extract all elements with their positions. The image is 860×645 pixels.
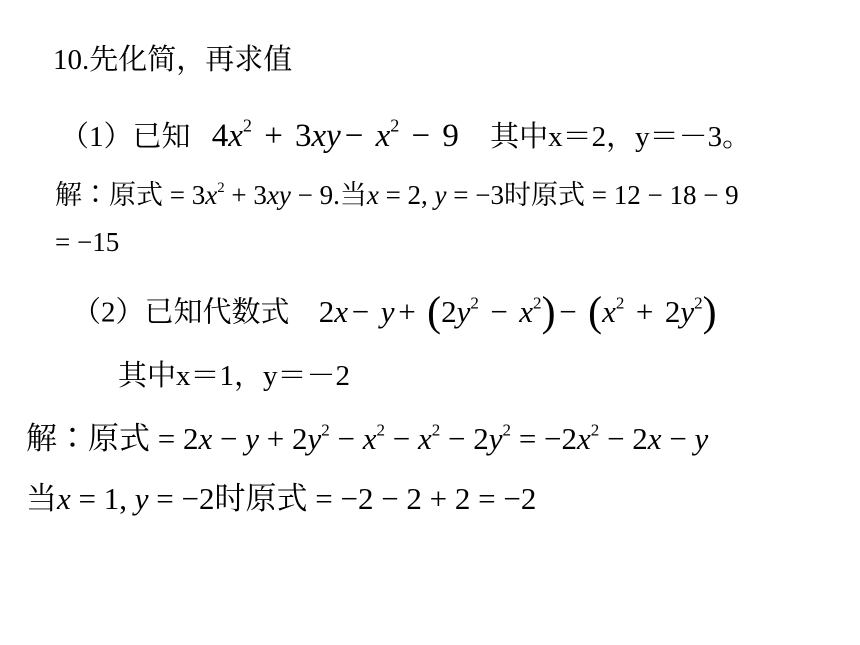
problem-title: 10.先化简，再求值 <box>53 44 293 76</box>
solution-2-expanded: = $2x - y + 2y^2 - x^2 - x^2 - 2y^2 = -2x^2 - 2x - y$ <box>157 420 709 456</box>
question-2-intro: （2）已知代数式 <box>72 296 290 329</box>
question-2 <box>72 289 717 335</box>
solution-2-line-2 <box>26 483 536 514</box>
solution-2-final: = −2 − 2 + 2 = −2 <box>315 481 537 516</box>
solution-1-result-line-1: = 12 − 18 − 9 <box>591 180 739 210</box>
solution-1-result-line-2: = −15 <box>55 227 120 257</box>
question-1-intro: （1）已知 <box>60 121 191 153</box>
question-2-expression: $2x - y + (2y^2 - x^2) - (x^2 + 2y^2)$ <box>318 289 717 335</box>
solution-2-values: x = 1, y = −2 <box>57 481 215 516</box>
question-1-expression: $4x^2 + 3xy - x^2 - 9$ <box>211 115 459 154</box>
solution-2-when: 时原式 <box>214 481 308 516</box>
question-1 <box>60 115 752 154</box>
solution-1-line-1 <box>55 182 739 209</box>
solution-1-mid: 当 <box>339 180 367 210</box>
solution-2-line-1 <box>26 420 709 456</box>
solution-1-values: x = 2, y = −3 <box>366 180 504 210</box>
solution-1-when: 时原式 <box>504 180 585 210</box>
question-2-condition: 其中x＝1，y＝－2 <box>118 360 351 392</box>
question-1-condition: 其中x＝2，y＝－3。 <box>490 121 752 153</box>
solution-1-expanded: = $3x^2 + 3xy - 9$. <box>169 180 340 210</box>
solution-2-prefix-2: 当 <box>26 481 57 516</box>
solution-2-prefix: 解∶原式 <box>26 421 150 456</box>
solution-1-prefix: 解∶原式 <box>55 180 163 210</box>
